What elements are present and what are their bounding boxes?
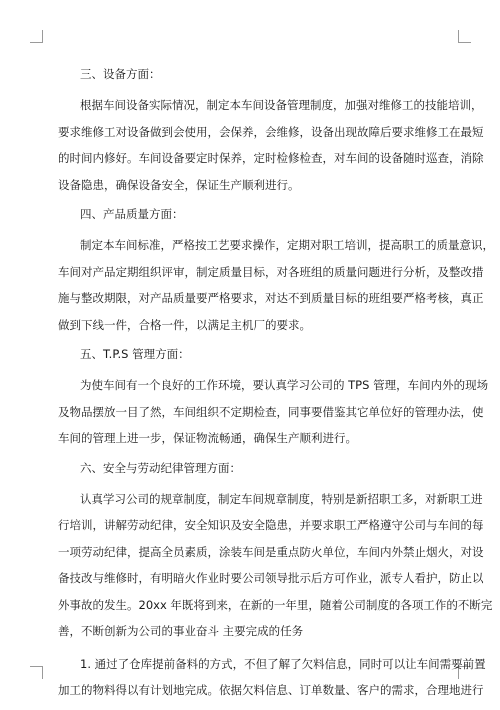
text-line: 制定本车间标准，严格按工艺要求操作，定期对职工培训，提高职工的质量意识， [80,238,494,252]
text-line: 加工的物料得以有计划地完成。依据欠料信息、订单数量、客户的需求，合理地进行 [58,683,484,697]
section-heading-tps: 五、T.P.S 管理方面： [80,347,190,361]
paragraph-tps [58,372,489,452]
section-heading-quality: 四、产品质量方面： [80,207,184,221]
paragraph-safety [58,486,493,645]
paragraph-equipment [58,92,484,198]
text-line: 的时间内修好。车间设备要定时保养，定时检修检查，对车间的设备随时巡查，消除 [58,151,484,165]
text-line: 外事故的发生。20xx 年既将到来，在新的一年里，随着公司制度的各项工作的不断完 [58,597,493,612]
text-line: 施与整改期限，对产品质量要严格要求，对达不到质量目标的班组要严格考核，真正 [58,291,484,305]
text-line: 及物品摆放一目了然，车间组织不定期检查，同事要借鉴其它单位好的管理办法，使 [58,404,484,419]
text-line: 车间对产品定期组织评审，制定质量目标，对各班组的质量问题进行分析，及整改措 [58,264,484,279]
text-line: 车间的管理上进一步，保证物流畅通，确保生产顺利进行。 [58,431,357,445]
text-line: 做到下线一件，合格一件，以满足主机厂的要求。 [58,317,311,332]
text-line: 1. 通过了仓库提前备料的方式，不但了解了欠料信息，同时可以让车间需要前置 [80,656,486,671]
crop-mark-top-right [458,30,471,43]
section-heading-safety: 六、安全与劳动纪律管理方面： [80,460,241,475]
text-line: 设备隐患，确保设备安全，保证生产顺利进行。 [58,177,300,192]
paragraph-tasks [58,651,486,704]
paragraph-quality [58,232,494,338]
crop-mark-top-left [30,30,43,43]
text-line: 备技改与维修时，有明暗火作业时要公司领导批示后方可作业，派专人看护，防止以 [58,571,484,585]
text-line: 为使车间有一个良好的工作环境，要认真学习公司的 TPS 管理，车间内外的现场 [80,378,489,392]
crop-mark-bottom-left [30,666,43,679]
text-line: 根据车间设备实际情况，制定本车间设备管理制度，加强对维修工的技能培训， [80,98,483,112]
section-heading-equipment: 三、设备方面： [80,67,161,81]
text-line: 认真学习公司的规章制度，制定车间规章制度，特别是新招职工多，对新职工进 [80,491,483,506]
text-line: 行培训，讲解劳动纪律，安全知识及安全隐患，并要求职工严格遵守公司与车间的每 [58,518,484,532]
document-body [58,64,494,710]
text-line: 一项劳动纪律，提高全员素质，涂装车间是重点防火单位，车间内外禁止烟火，对设 [58,544,484,559]
text-line: 善，不断创新为公司的事业奋斗 主要完成的任务 [58,624,304,638]
text-line: 要求维修工对设备做到会使用，会保养，会维修，设备出现故障后要求维修工在最短 [58,124,484,139]
